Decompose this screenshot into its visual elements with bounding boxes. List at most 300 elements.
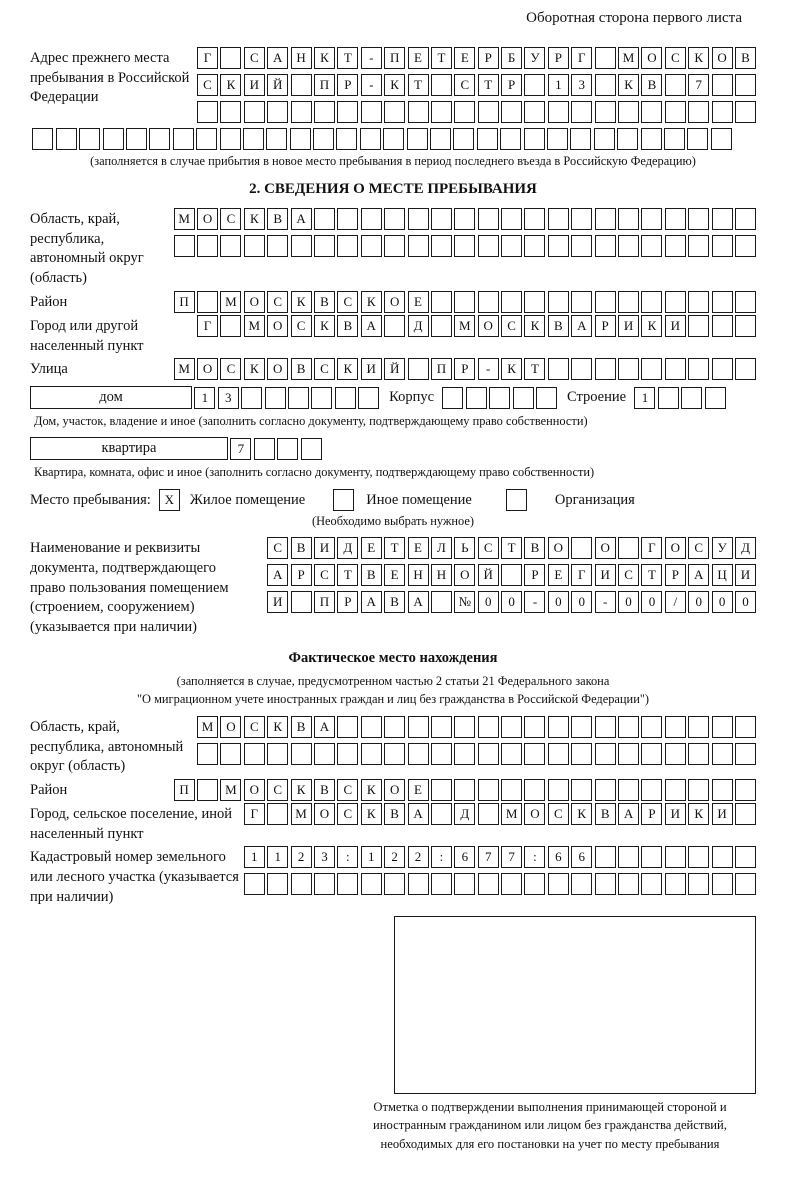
char-box[interactable]: Г bbox=[244, 803, 265, 825]
char-box[interactable] bbox=[500, 128, 521, 150]
char-box[interactable]: Р bbox=[337, 74, 358, 96]
char-box[interactable] bbox=[712, 779, 733, 801]
char-box[interactable]: 2 bbox=[384, 846, 405, 868]
char-box[interactable]: Б bbox=[501, 47, 522, 69]
char-box[interactable] bbox=[478, 743, 499, 765]
char-box[interactable]: К bbox=[314, 315, 335, 337]
char-box[interactable] bbox=[548, 716, 569, 738]
char-box[interactable] bbox=[536, 387, 557, 409]
char-box[interactable] bbox=[618, 358, 639, 380]
char-box[interactable]: С bbox=[244, 47, 265, 69]
char-box[interactable] bbox=[712, 743, 733, 765]
char-box[interactable]: И bbox=[735, 564, 756, 586]
char-box[interactable] bbox=[641, 779, 662, 801]
char-box[interactable]: О bbox=[267, 315, 288, 337]
char-box[interactable] bbox=[361, 743, 382, 765]
char-box[interactable] bbox=[384, 873, 405, 895]
char-box[interactable] bbox=[220, 101, 241, 123]
char-box[interactable] bbox=[735, 358, 756, 380]
char-box[interactable]: - bbox=[361, 47, 382, 69]
char-box[interactable] bbox=[687, 128, 708, 150]
char-box[interactable] bbox=[618, 846, 639, 868]
char-box[interactable] bbox=[454, 208, 475, 230]
char-box[interactable] bbox=[442, 387, 463, 409]
char-box[interactable] bbox=[478, 873, 499, 895]
char-box[interactable] bbox=[383, 128, 404, 150]
char-box[interactable]: Г bbox=[641, 537, 662, 559]
char-box[interactable]: М bbox=[291, 803, 312, 825]
char-box[interactable]: С bbox=[665, 47, 686, 69]
char-box[interactable]: - bbox=[478, 358, 499, 380]
char-box[interactable] bbox=[56, 128, 77, 150]
char-box[interactable] bbox=[408, 208, 429, 230]
char-box[interactable]: 6 bbox=[571, 846, 592, 868]
char-box[interactable]: М bbox=[454, 315, 475, 337]
char-box[interactable]: К bbox=[314, 47, 335, 69]
char-box[interactable] bbox=[314, 235, 335, 257]
char-box[interactable] bbox=[665, 716, 686, 738]
char-box[interactable] bbox=[681, 387, 702, 409]
char-box[interactable]: А bbox=[361, 591, 382, 613]
char-box[interactable] bbox=[618, 873, 639, 895]
char-box[interactable]: Г bbox=[571, 47, 592, 69]
char-box[interactable] bbox=[267, 803, 288, 825]
char-box[interactable] bbox=[196, 128, 217, 150]
char-box[interactable] bbox=[408, 873, 429, 895]
char-box[interactable] bbox=[688, 208, 709, 230]
char-box[interactable]: К bbox=[361, 803, 382, 825]
char-box[interactable]: М bbox=[618, 47, 639, 69]
char-box[interactable]: К bbox=[267, 716, 288, 738]
char-box[interactable] bbox=[431, 208, 452, 230]
char-box[interactable] bbox=[431, 315, 452, 337]
char-box[interactable]: 0 bbox=[548, 591, 569, 613]
char-box[interactable] bbox=[595, 74, 616, 96]
char-box[interactable]: С bbox=[220, 208, 241, 230]
char-box[interactable] bbox=[524, 101, 545, 123]
char-box[interactable]: С bbox=[291, 315, 312, 337]
char-box[interactable] bbox=[712, 315, 733, 337]
char-box[interactable]: К bbox=[524, 315, 545, 337]
char-box[interactable]: 3 bbox=[314, 846, 335, 868]
char-box[interactable]: К bbox=[220, 74, 241, 96]
char-box[interactable]: О bbox=[524, 803, 545, 825]
char-box[interactable] bbox=[408, 358, 429, 380]
char-box[interactable]: Д bbox=[454, 803, 475, 825]
char-box[interactable] bbox=[665, 74, 686, 96]
char-box[interactable] bbox=[665, 743, 686, 765]
char-box[interactable]: А bbox=[361, 315, 382, 337]
char-box[interactable] bbox=[665, 208, 686, 230]
char-box[interactable]: С bbox=[688, 537, 709, 559]
char-box[interactable]: 0 bbox=[712, 591, 733, 613]
char-box[interactable] bbox=[665, 779, 686, 801]
char-box[interactable] bbox=[688, 743, 709, 765]
char-box[interactable] bbox=[571, 101, 592, 123]
char-box[interactable]: К bbox=[688, 47, 709, 69]
char-box[interactable] bbox=[524, 74, 545, 96]
char-box[interactable]: В bbox=[314, 291, 335, 313]
char-box[interactable]: О bbox=[641, 47, 662, 69]
char-box[interactable] bbox=[735, 74, 756, 96]
char-box[interactable]: 7 bbox=[501, 846, 522, 868]
char-box[interactable]: В bbox=[314, 779, 335, 801]
char-box[interactable]: О bbox=[384, 291, 405, 313]
char-box[interactable] bbox=[501, 743, 522, 765]
char-box[interactable] bbox=[288, 387, 309, 409]
char-box[interactable] bbox=[735, 315, 756, 337]
char-box[interactable]: С bbox=[501, 315, 522, 337]
char-box[interactable]: Н bbox=[291, 47, 312, 69]
char-box[interactable] bbox=[408, 716, 429, 738]
char-box[interactable]: С bbox=[337, 803, 358, 825]
char-box[interactable] bbox=[524, 291, 545, 313]
char-box[interactable] bbox=[618, 208, 639, 230]
char-box[interactable] bbox=[384, 235, 405, 257]
char-box[interactable] bbox=[478, 291, 499, 313]
char-box[interactable]: Е bbox=[408, 291, 429, 313]
char-box[interactable] bbox=[501, 291, 522, 313]
char-box[interactable]: 2 bbox=[408, 846, 429, 868]
char-box[interactable]: О bbox=[478, 315, 499, 337]
char-box[interactable] bbox=[664, 128, 685, 150]
char-box[interactable] bbox=[712, 235, 733, 257]
char-box[interactable]: У bbox=[524, 47, 545, 69]
char-box[interactable] bbox=[712, 208, 733, 230]
char-box[interactable]: В bbox=[384, 803, 405, 825]
char-box[interactable] bbox=[571, 235, 592, 257]
char-box[interactable] bbox=[595, 846, 616, 868]
char-box[interactable]: П bbox=[431, 358, 452, 380]
char-box[interactable] bbox=[489, 387, 510, 409]
char-box[interactable] bbox=[617, 128, 638, 150]
char-box[interactable]: В bbox=[361, 564, 382, 586]
char-box[interactable] bbox=[688, 315, 709, 337]
char-box[interactable] bbox=[571, 291, 592, 313]
char-box[interactable]: К bbox=[337, 358, 358, 380]
char-box[interactable] bbox=[267, 101, 288, 123]
char-box[interactable] bbox=[478, 101, 499, 123]
char-box[interactable] bbox=[220, 743, 241, 765]
char-box[interactable] bbox=[335, 387, 356, 409]
char-box[interactable] bbox=[712, 358, 733, 380]
char-box[interactable]: С bbox=[618, 564, 639, 586]
char-box[interactable] bbox=[337, 208, 358, 230]
char-box[interactable] bbox=[431, 291, 452, 313]
char-box[interactable]: У bbox=[712, 537, 733, 559]
char-box[interactable] bbox=[453, 128, 474, 150]
char-box[interactable] bbox=[501, 235, 522, 257]
char-box[interactable] bbox=[641, 235, 662, 257]
char-box[interactable]: О bbox=[197, 358, 218, 380]
char-box[interactable] bbox=[313, 128, 334, 150]
char-box[interactable]: Т bbox=[524, 358, 545, 380]
char-box[interactable]: Е bbox=[384, 564, 405, 586]
char-box[interactable]: О bbox=[197, 208, 218, 230]
char-box[interactable]: М bbox=[501, 803, 522, 825]
char-box[interactable]: О bbox=[384, 779, 405, 801]
char-box[interactable] bbox=[478, 208, 499, 230]
char-box[interactable] bbox=[688, 101, 709, 123]
char-box[interactable] bbox=[291, 873, 312, 895]
char-box[interactable] bbox=[197, 779, 218, 801]
char-box[interactable] bbox=[466, 387, 487, 409]
char-box[interactable]: А bbox=[267, 564, 288, 586]
char-box[interactable] bbox=[244, 235, 265, 257]
char-box[interactable]: 1 bbox=[634, 387, 655, 409]
char-box[interactable]: В bbox=[735, 47, 756, 69]
char-box[interactable]: Е bbox=[361, 537, 382, 559]
char-box[interactable]: В bbox=[641, 74, 662, 96]
char-box[interactable] bbox=[477, 128, 498, 150]
char-box[interactable] bbox=[547, 128, 568, 150]
char-box[interactable] bbox=[665, 235, 686, 257]
char-box[interactable]: А bbox=[291, 208, 312, 230]
char-box[interactable] bbox=[291, 743, 312, 765]
char-box[interactable] bbox=[735, 846, 756, 868]
char-box[interactable]: И bbox=[712, 803, 733, 825]
char-box[interactable] bbox=[571, 873, 592, 895]
char-box[interactable] bbox=[384, 315, 405, 337]
char-box[interactable]: 1 bbox=[194, 387, 215, 409]
char-box[interactable]: Е bbox=[548, 564, 569, 586]
char-box[interactable] bbox=[735, 291, 756, 313]
char-box[interactable]: В bbox=[337, 315, 358, 337]
char-box[interactable]: О bbox=[454, 564, 475, 586]
char-box[interactable]: Р bbox=[454, 358, 475, 380]
char-box[interactable]: С bbox=[337, 779, 358, 801]
char-box[interactable] bbox=[688, 846, 709, 868]
char-box[interactable]: Д bbox=[735, 537, 756, 559]
char-box[interactable]: - bbox=[595, 591, 616, 613]
char-box[interactable]: С bbox=[244, 716, 265, 738]
char-box[interactable]: 0 bbox=[688, 591, 709, 613]
char-box[interactable] bbox=[571, 208, 592, 230]
char-box[interactable]: 0 bbox=[501, 591, 522, 613]
char-box[interactable]: М bbox=[220, 291, 241, 313]
char-box[interactable] bbox=[641, 846, 662, 868]
char-box[interactable]: Р bbox=[595, 315, 616, 337]
char-box[interactable] bbox=[712, 846, 733, 868]
char-box[interactable]: Т bbox=[384, 537, 405, 559]
char-box[interactable] bbox=[524, 208, 545, 230]
char-box[interactable]: В bbox=[548, 315, 569, 337]
char-box[interactable] bbox=[524, 716, 545, 738]
char-box[interactable] bbox=[408, 101, 429, 123]
char-box[interactable] bbox=[32, 128, 53, 150]
char-box[interactable] bbox=[291, 235, 312, 257]
char-box[interactable]: Е bbox=[408, 779, 429, 801]
char-box[interactable] bbox=[548, 743, 569, 765]
char-box[interactable] bbox=[197, 743, 218, 765]
char-box[interactable]: Р bbox=[641, 803, 662, 825]
char-box[interactable] bbox=[641, 101, 662, 123]
char-box[interactable] bbox=[197, 235, 218, 257]
char-box[interactable] bbox=[571, 743, 592, 765]
char-box[interactable] bbox=[524, 779, 545, 801]
char-box[interactable]: В bbox=[291, 537, 312, 559]
char-box[interactable] bbox=[454, 873, 475, 895]
char-box[interactable] bbox=[301, 438, 322, 460]
char-box[interactable] bbox=[548, 358, 569, 380]
char-box[interactable]: В bbox=[267, 208, 288, 230]
char-box[interactable] bbox=[291, 74, 312, 96]
char-box[interactable] bbox=[665, 101, 686, 123]
char-box[interactable] bbox=[243, 128, 264, 150]
char-box[interactable]: И bbox=[618, 315, 639, 337]
char-box[interactable]: С bbox=[478, 537, 499, 559]
char-box[interactable] bbox=[501, 779, 522, 801]
char-box[interactable] bbox=[454, 743, 475, 765]
char-box[interactable] bbox=[277, 438, 298, 460]
char-box[interactable] bbox=[665, 846, 686, 868]
char-box[interactable]: А bbox=[408, 591, 429, 613]
char-box[interactable] bbox=[126, 128, 147, 150]
char-box[interactable] bbox=[688, 291, 709, 313]
char-box[interactable] bbox=[244, 743, 265, 765]
char-box[interactable]: О bbox=[595, 537, 616, 559]
char-box[interactable] bbox=[337, 743, 358, 765]
char-box[interactable]: С bbox=[220, 358, 241, 380]
char-box[interactable] bbox=[336, 128, 357, 150]
char-box[interactable] bbox=[431, 101, 452, 123]
char-box[interactable] bbox=[265, 387, 286, 409]
char-box[interactable] bbox=[571, 537, 592, 559]
char-box[interactable]: : bbox=[337, 846, 358, 868]
char-box[interactable] bbox=[595, 101, 616, 123]
char-box[interactable]: П bbox=[174, 779, 195, 801]
char-box[interactable]: - bbox=[524, 591, 545, 613]
char-box[interactable]: М bbox=[174, 208, 195, 230]
char-box[interactable] bbox=[571, 779, 592, 801]
char-box[interactable] bbox=[267, 873, 288, 895]
char-box[interactable]: К bbox=[618, 74, 639, 96]
char-box[interactable]: 7 bbox=[688, 74, 709, 96]
char-box[interactable] bbox=[501, 101, 522, 123]
char-box[interactable]: 3 bbox=[571, 74, 592, 96]
char-box[interactable]: 7 bbox=[230, 438, 251, 460]
char-box[interactable]: Р bbox=[501, 74, 522, 96]
char-box[interactable]: О bbox=[244, 779, 265, 801]
char-box[interactable] bbox=[197, 291, 218, 313]
char-box[interactable] bbox=[358, 387, 379, 409]
char-box[interactable]: 7 bbox=[478, 846, 499, 868]
char-box[interactable] bbox=[174, 235, 195, 257]
char-box[interactable]: М bbox=[220, 779, 241, 801]
char-box[interactable]: С bbox=[548, 803, 569, 825]
char-box[interactable] bbox=[244, 873, 265, 895]
char-box[interactable]: И bbox=[267, 591, 288, 613]
char-box[interactable] bbox=[571, 716, 592, 738]
char-box[interactable]: 0 bbox=[571, 591, 592, 613]
char-box[interactable]: Й bbox=[267, 74, 288, 96]
char-box[interactable] bbox=[735, 101, 756, 123]
char-box[interactable]: М bbox=[197, 716, 218, 738]
char-box[interactable] bbox=[712, 291, 733, 313]
char-box[interactable]: 2 bbox=[291, 846, 312, 868]
char-box[interactable] bbox=[454, 101, 475, 123]
char-box[interactable]: В bbox=[291, 716, 312, 738]
char-box[interactable] bbox=[478, 779, 499, 801]
char-box[interactable]: С bbox=[267, 291, 288, 313]
char-box[interactable] bbox=[431, 803, 452, 825]
char-box[interactable] bbox=[337, 101, 358, 123]
char-box[interactable]: / bbox=[665, 591, 686, 613]
char-box[interactable]: Д bbox=[408, 315, 429, 337]
char-box[interactable]: Г bbox=[197, 47, 218, 69]
char-box[interactable] bbox=[267, 743, 288, 765]
char-box[interactable] bbox=[618, 743, 639, 765]
char-box[interactable] bbox=[407, 128, 428, 150]
char-box[interactable]: О bbox=[220, 716, 241, 738]
char-box[interactable] bbox=[688, 779, 709, 801]
char-box[interactable] bbox=[361, 208, 382, 230]
char-box[interactable]: К bbox=[361, 779, 382, 801]
char-box[interactable] bbox=[735, 208, 756, 230]
char-box[interactable] bbox=[314, 873, 335, 895]
char-box[interactable]: К bbox=[501, 358, 522, 380]
char-box[interactable] bbox=[658, 387, 679, 409]
checkbox-organizatsiya[interactable] bbox=[506, 489, 527, 511]
char-box[interactable] bbox=[384, 716, 405, 738]
char-box[interactable]: К bbox=[571, 803, 592, 825]
char-box[interactable]: К bbox=[291, 779, 312, 801]
char-box[interactable]: О bbox=[665, 537, 686, 559]
char-box[interactable]: Н bbox=[408, 564, 429, 586]
char-box[interactable] bbox=[548, 873, 569, 895]
char-box[interactable] bbox=[712, 74, 733, 96]
char-box[interactable]: Р bbox=[337, 591, 358, 613]
char-box[interactable] bbox=[431, 716, 452, 738]
char-box[interactable] bbox=[266, 128, 287, 150]
char-box[interactable] bbox=[665, 358, 686, 380]
char-box[interactable]: В bbox=[524, 537, 545, 559]
char-box[interactable] bbox=[548, 291, 569, 313]
char-box[interactable]: О bbox=[548, 537, 569, 559]
char-box[interactable] bbox=[735, 803, 756, 825]
char-box[interactable]: А bbox=[267, 47, 288, 69]
char-box[interactable] bbox=[290, 128, 311, 150]
char-box[interactable] bbox=[688, 873, 709, 895]
char-box[interactable] bbox=[735, 779, 756, 801]
char-box[interactable] bbox=[735, 716, 756, 738]
char-box[interactable] bbox=[595, 358, 616, 380]
char-box[interactable] bbox=[314, 743, 335, 765]
char-box[interactable] bbox=[244, 101, 265, 123]
char-box[interactable] bbox=[220, 235, 241, 257]
char-box[interactable] bbox=[384, 208, 405, 230]
char-box[interactable] bbox=[454, 235, 475, 257]
char-box[interactable]: О bbox=[712, 47, 733, 69]
char-box[interactable]: К bbox=[361, 291, 382, 313]
char-box[interactable] bbox=[513, 387, 534, 409]
char-box[interactable]: 0 bbox=[478, 591, 499, 613]
char-box[interactable]: Р bbox=[478, 47, 499, 69]
char-box[interactable] bbox=[311, 387, 332, 409]
char-box[interactable] bbox=[501, 208, 522, 230]
char-box[interactable] bbox=[501, 564, 522, 586]
char-box[interactable]: И bbox=[244, 74, 265, 96]
char-box[interactable] bbox=[595, 743, 616, 765]
char-box[interactable]: К bbox=[291, 291, 312, 313]
char-box[interactable]: И bbox=[665, 803, 686, 825]
char-box[interactable] bbox=[314, 208, 335, 230]
char-box[interactable]: С bbox=[267, 779, 288, 801]
char-box[interactable] bbox=[735, 743, 756, 765]
char-box[interactable] bbox=[641, 208, 662, 230]
char-box[interactable] bbox=[641, 716, 662, 738]
char-box[interactable]: К bbox=[244, 358, 265, 380]
